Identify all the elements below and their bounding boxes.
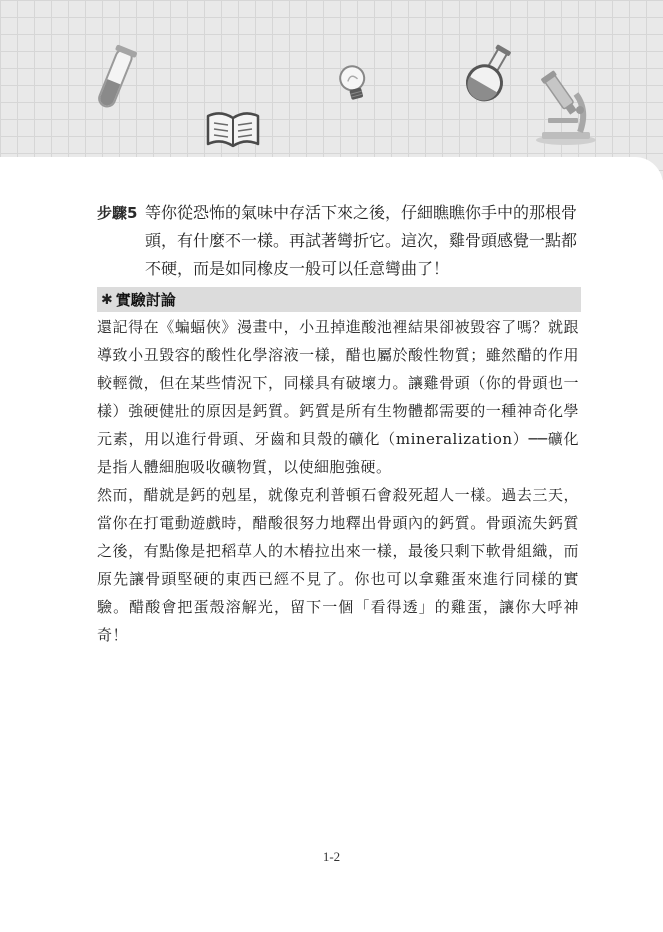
microscope-icon	[532, 70, 602, 146]
paragraph: 然而，醋就是鈣的剋星，就像克利普頓石會殺死超人一樣。過去三天，當你在打電動遊戲時，醋酸很努力地釋出骨頭內的鈣質。骨頭流失鈣質之後，有點像是把稻草人的木樁拉出來一樣，最後只剩下軟骨組織，而原先讓骨頭堅硬的東西已經不見了。你也可以拿雞蛋來進行同樣的實驗。醋酸會把蛋殼溶解光，留下一個「看得透」的雞蛋，讓你大呼神奇！	[97, 486, 579, 644]
step-block	[97, 199, 577, 283]
page-number: 1-2	[322, 849, 341, 864]
light-bulb-icon	[334, 62, 374, 108]
step-text: 等你從恐怖的氣味中存活下來之後，仔細瞧瞧你手中的那根骨頭，有什麼不一樣。再試著彎折它。這次，雞骨頭感覺一點都不硬，而是如同橡皮一般可以任意彎曲了！	[145, 203, 578, 278]
test-tube-icon	[92, 44, 138, 114]
section-title: 實驗討論	[115, 291, 176, 309]
section-header	[97, 287, 581, 312]
discussion-body	[97, 313, 579, 649]
paragraph: 還記得在《蝙蝠俠》漫畫中，小丑掉進酸池裡結果卻被毀容了嗎？就跟導致小丑毀容的酸性化學溶液一樣，醋也屬於酸性物質；雖然醋的作用較輕微，但在某些情況下，同樣具有破壞力。讓雞骨頭（你的骨頭也一樣）強硬健壯的原因是鈣質。鈣質是所有生物體都需要的一種神奇化學元素，用以進行骨頭、牙齒和貝殼的礦化（mineralization）──礦化是指人體細胞吸收礦物質，以使細胞強硬。	[97, 318, 579, 476]
step-label: 步驟5	[97, 204, 138, 222]
open-book-icon	[204, 108, 262, 150]
flask-icon	[460, 44, 518, 106]
asterisk-icon: ✱	[101, 291, 113, 308]
